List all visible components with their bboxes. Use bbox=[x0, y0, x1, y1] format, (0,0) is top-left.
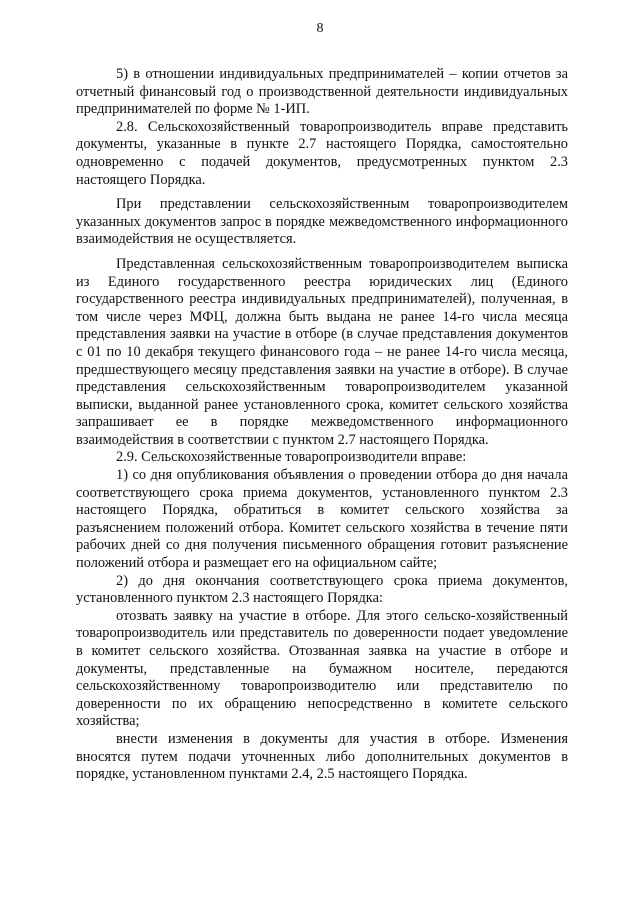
paragraph-egrul-extract: Представленная сельскохозяйственным товаропроизводителем выписка из Единого государственного реестра юридических лиц (Единого государственного реестра индивидуальных предпринимателей), полученная, в том числе через МФЦ, должна быть выдана не ранее 14-го числа месяца представления заявки на участие в отборе (в случае представления документов с 01 по 10 декабря текущего финансового года – не ранее 14-го числа месяца, предшествующего месяцу представления заявки на участие в отборе). В случае представления сельскохозяйственным товаропроизводителем указанной выписки, выданной ранее установленного срока, комитет сельского хозяйства запрашивает ее в порядке межведомственного информационного взаимодействия в соответствии с пунктом 2.7 настоящего Порядка. bbox=[76, 255, 568, 448]
paragraph-2-9-item-2: 2) до дня окончания соответствующего срока приема документов, установленного пунктом 2.3 настоящего Порядка: bbox=[76, 572, 568, 607]
paragraph-2-9-item-1: 1) со дня опубликования объявления о проведении отбора до дня начала соответствующего срока приема документов, установленного пунктом 2.3 настоящего Порядка, обратиться в комитет сельского хозяйства за разъяснением положений отбора. Комитет сельского хозяйства в течение пяти рабочих дней со дня получения письменного обращения готовит разъяснение положений отбора и размещает его на официальном сайте; bbox=[76, 467, 568, 572]
paragraph-withdraw-application: отозвать заявку на участие в отборе. Для этого сельско-хозяйственный товаропроизводитель или представитель по доверенности подает уведомление в комитет сельского хозяйства. Отозванная заявка на участие в отборе и документы, представленные на бумажном носителе, передаются сельскохозяйственному товаропроизводителю или представителю по доверенности по их обращению непосредственно в комитете сельского хозяйства; bbox=[76, 607, 568, 730]
paragraph-2-8: 2.8. Сельскохозяйственный товаропроизводитель вправе представить документы, указанные в пункте 2.7 настоящего Порядка, самостоятельно одновременно с подачей документов, предусмотренных пунктом 2.3 настоящего Порядка. bbox=[76, 118, 568, 188]
page-number: 8 bbox=[316, 21, 324, 36]
paragraph-2-9: 2.9. Сельскохозяйственные товаропроизводители вправе: bbox=[116, 449, 467, 466]
document-body bbox=[76, 66, 568, 784]
paragraph-amend-documents: внести изменения в документы для участия в отборе. Изменения вносятся путем подачи уточненных либо дополнительных документов в порядке, установленном пунктами 2.4, 2.5 настоящего Порядка. bbox=[76, 730, 568, 783]
paragraph-item-5: 5) в отношении индивидуальных предпринимателей – копии отчетов за отчетный финансовый год о производственной деятельности индивидуальных предпринимателей по форме № 1-ИП. bbox=[76, 66, 568, 118]
paragraph-documents-request: При представлении сельскохозяйственным товаропроизводителем указанных документов запрос в порядке межведомственного информационного взаимодействия не осуществляется. bbox=[76, 196, 568, 248]
